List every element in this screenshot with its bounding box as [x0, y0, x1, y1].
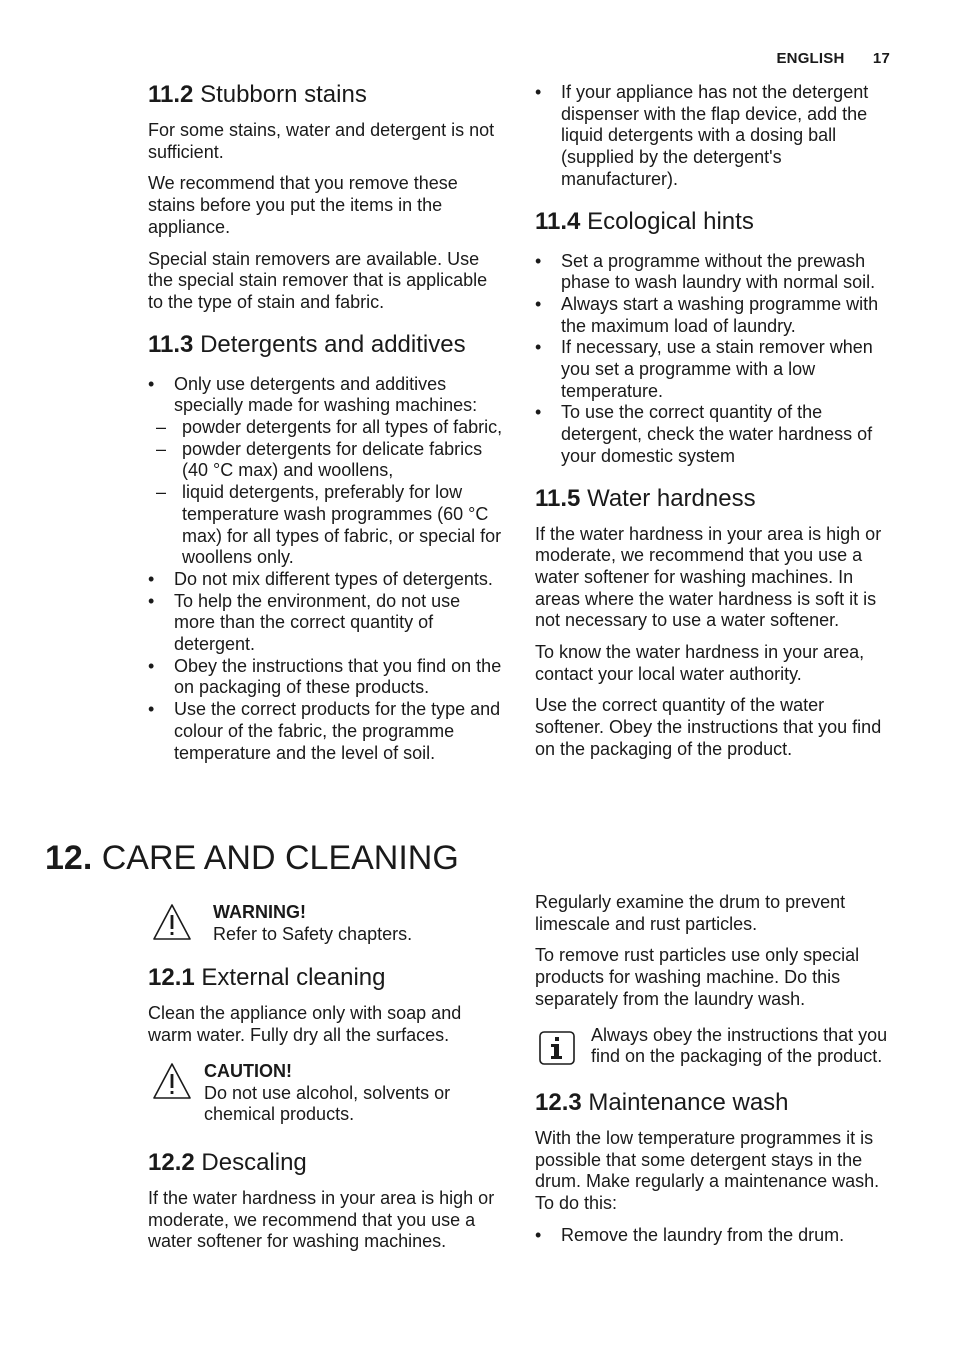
- info-text: Always obey the instructions that you find on the packaging of the product.: [591, 1024, 888, 1067]
- chapter-12-heading: 12. CARE AND CLEANING: [45, 839, 459, 877]
- info-notice: [535, 1025, 893, 1068]
- page-header: [776, 50, 890, 67]
- warning-triangle-icon: [152, 902, 192, 942]
- warning-notice: [148, 902, 506, 945]
- language-label: ENGLISH: [776, 50, 845, 67]
- detergents-list: [148, 374, 506, 765]
- caution-triangle-icon: [152, 1061, 192, 1101]
- list-item: • Set a programme without the prewash phase to wash laundry with normal soil.: [535, 251, 893, 294]
- list-item: • Only use detergents and additives specially made for washing machines: – powder detergents for all types of fabric, – powder detergents for delicate fabrics (40 °C max) and woollens, – liquid detergents, preferably for low temperature wash programmes (60 °C max) for all types of fabric, or special for woollens only.: [148, 374, 506, 569]
- list-item: – liquid detergents, preferably for low temperature wash programmes (60 °C max) for all types of fabric, or special for woollens only.: [148, 482, 506, 569]
- left-column-top: [148, 80, 506, 774]
- warning-text: Refer to Safety chapters.: [213, 923, 413, 944]
- paragraph: Clean the appliance only with soap and warm water. Fully dry all the surfaces.: [148, 1003, 462, 1046]
- list-item: • Obey the instructions that you find on the on packaging of these products.: [148, 656, 506, 699]
- list-item: • Do not mix different types of detergents.: [148, 569, 506, 591]
- caution-notice: [148, 1061, 506, 1126]
- page-number: 17: [872, 50, 890, 67]
- dosing-ball-list: [535, 82, 893, 191]
- caution-title: CAUTION!: [204, 1060, 292, 1081]
- section-11-4-heading: 11.4 Ecological hints: [535, 207, 754, 235]
- ecological-hints-list: [535, 251, 893, 468]
- paragraph: To know the water hardness in your area, contact your local water authority.: [535, 642, 865, 684]
- left-column-bottom: [148, 902, 506, 1263]
- warning-title: WARNING!: [213, 902, 306, 922]
- paragraph: To remove rust particles use only special products for washing machine. Do this separately from the laundry wash.: [535, 945, 860, 1009]
- right-column-top: [535, 82, 893, 771]
- paragraph: For some stains, water and detergent is not sufficient.: [148, 120, 495, 162]
- paragraph: We recommend that you remove these stains before you put the items in the appliance.: [148, 173, 458, 237]
- paragraph: If the water hardness in your area is high or moderate, we recommend that you use a water softener for washing machines. In areas where the water hardness is soft it is not necessary to use a water softener.: [535, 523, 882, 631]
- list-item: • To help the environment, do not use more than the correct quantity of detergent.: [148, 591, 506, 656]
- list-item: • Always start a washing programme with the maximum load of laundry.: [535, 294, 893, 337]
- paragraph: Regularly examine the drum to prevent limescale and rust particles.: [535, 892, 846, 934]
- list-item: • If necessary, use a stain remover when you set a programme with a low temperature.: [535, 337, 893, 402]
- list-item: • If your appliance has not the detergent dispenser with the flap device, add the liquid detergents with a dosing ball (supplied by the detergent's manufacturer).: [535, 82, 893, 191]
- detergent-types-list: [148, 417, 506, 569]
- paragraph: With the low temperature programmes it is possible that some detergent stays in the drum. Make regularly a maintenance wash. To do this:: [535, 1127, 880, 1214]
- maintenance-list: [535, 1225, 893, 1247]
- list-item: • To use the correct quantity of the detergent, check the water hardness of your domestic system: [535, 402, 893, 467]
- right-column-bottom: [535, 892, 893, 1256]
- section-12-3-heading: 12.3 Maintenance wash: [535, 1088, 789, 1116]
- section-12-2-heading: 12.2 Descaling: [148, 1148, 307, 1176]
- caution-text: Do not use alcohol, solvents or chemical products.: [204, 1082, 451, 1125]
- section-11-5-heading: 11.5 Water hardness: [535, 484, 756, 512]
- section-11-3-heading: 11.3 Detergents and additives: [148, 330, 466, 358]
- list-item: • Remove the laundry from the drum.: [535, 1225, 893, 1247]
- paragraph: If the water hardness in your area is high or moderate, we recommend that you use a water softener for washing machines.: [148, 1187, 495, 1252]
- list-item: • Use the correct products for the type and colour of the fabric, the programme temperature and the level of soil.: [148, 699, 506, 764]
- info-icon: [537, 1029, 577, 1069]
- section-11-2-heading: 11.2 Stubborn stains: [148, 81, 367, 108]
- list-item: – powder detergents for all types of fabric,: [148, 417, 506, 439]
- list-item: – powder detergents for delicate fabrics (40 °C max) and woollens,: [148, 439, 506, 482]
- paragraph: Special stain removers are available. Use the special stain remover that is applicable to the type of stain and fabric.: [148, 248, 488, 312]
- paragraph: Use the correct quantity of the water softener. Obey the instructions that you find on the packaging of the product.: [535, 695, 882, 759]
- section-12-1-heading: 12.1 External cleaning: [148, 964, 386, 992]
